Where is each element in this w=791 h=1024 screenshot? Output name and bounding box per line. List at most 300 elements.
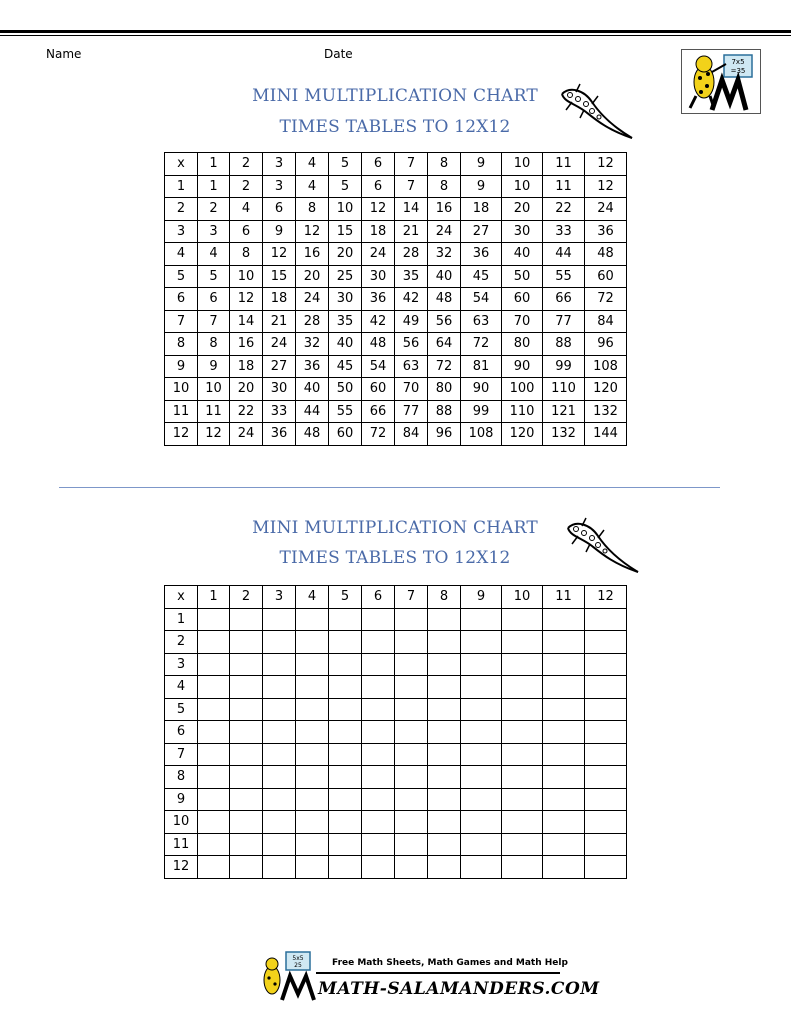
row-header: 6: [165, 721, 198, 744]
product-cell: 54: [461, 288, 502, 311]
blank-answer-cell[interactable]: [428, 788, 461, 811]
product-cell: 72: [585, 288, 627, 311]
blank-answer-cell[interactable]: [198, 721, 230, 744]
top-rule-thin: [0, 35, 791, 36]
product-cell: 9: [461, 175, 502, 198]
blank-answer-cell[interactable]: [502, 788, 543, 811]
chart1-title-line2: TIMES TABLES TO 12X12: [279, 117, 511, 137]
blank-answer-cell[interactable]: [543, 721, 585, 744]
product-cell: 32: [296, 333, 329, 356]
product-cell: 12: [198, 423, 230, 446]
column-header: 3: [263, 153, 296, 176]
column-header: 5: [329, 153, 362, 176]
product-cell: 40: [296, 378, 329, 401]
product-cell: 55: [543, 265, 585, 288]
blank-answer-cell[interactable]: [296, 653, 329, 676]
blank-answer-cell[interactable]: [329, 676, 362, 699]
blank-answer-cell[interactable]: [230, 631, 263, 654]
product-cell: 44: [543, 243, 585, 266]
blank-answer-cell[interactable]: [543, 766, 585, 789]
product-cell: 18: [230, 355, 263, 378]
table-row: [165, 811, 627, 834]
product-cell: 8: [230, 243, 263, 266]
blank-answer-cell[interactable]: [585, 743, 627, 766]
blank-answer-cell[interactable]: [198, 653, 230, 676]
blank-answer-cell[interactable]: [198, 608, 230, 631]
blank-answer-cell[interactable]: [230, 766, 263, 789]
product-cell: 108: [461, 423, 502, 446]
product-cell: 56: [395, 333, 428, 356]
row-header: 12: [165, 856, 198, 879]
product-cell: 96: [585, 333, 627, 356]
blank-answer-cell[interactable]: [263, 608, 296, 631]
blank-answer-cell[interactable]: [543, 743, 585, 766]
product-cell: 20: [502, 198, 543, 221]
product-cell: 4: [198, 243, 230, 266]
blank-answer-cell[interactable]: [428, 856, 461, 879]
table-row: [165, 743, 627, 766]
product-cell: 8: [428, 175, 461, 198]
table-row: [165, 288, 627, 311]
product-cell: 24: [585, 198, 627, 221]
blank-answer-cell[interactable]: [502, 608, 543, 631]
blank-answer-cell[interactable]: [230, 676, 263, 699]
blank-answer-cell[interactable]: [395, 676, 428, 699]
product-cell: 1: [198, 175, 230, 198]
blank-answer-cell[interactable]: [296, 608, 329, 631]
product-cell: 48: [362, 333, 395, 356]
blank-answer-cell[interactable]: [428, 833, 461, 856]
product-cell: 72: [461, 333, 502, 356]
blank-answer-cell[interactable]: [585, 856, 627, 879]
table-row: [165, 631, 627, 654]
blank-answer-cell[interactable]: [461, 608, 502, 631]
blank-answer-cell[interactable]: [362, 856, 395, 879]
blank-answer-cell[interactable]: [428, 676, 461, 699]
blank-answer-cell[interactable]: [395, 766, 428, 789]
product-cell: 16: [296, 243, 329, 266]
column-header: 1: [198, 153, 230, 176]
blank-answer-cell[interactable]: [461, 721, 502, 744]
footer-brand: MATH-SALAMANDERS.COM: [318, 979, 600, 999]
row-header: 11: [165, 400, 198, 423]
product-cell: 33: [543, 220, 585, 243]
product-cell: 110: [502, 400, 543, 423]
blank-answer-cell[interactable]: [428, 721, 461, 744]
blank-answer-cell[interactable]: [198, 833, 230, 856]
blank-answer-cell[interactable]: [428, 653, 461, 676]
blank-answer-cell[interactable]: [395, 631, 428, 654]
blank-answer-cell[interactable]: [296, 811, 329, 834]
table-row: [165, 423, 627, 446]
table-row: [165, 243, 627, 266]
product-cell: 2: [198, 198, 230, 221]
name-label: Name: [46, 47, 82, 61]
row-header: 8: [165, 766, 198, 789]
product-cell: 15: [329, 220, 362, 243]
blank-answer-cell[interactable]: [329, 833, 362, 856]
chart1-title-line1: MINI MULTIPLICATION CHART: [252, 86, 538, 106]
column-header: 2: [230, 153, 263, 176]
blank-answer-cell[interactable]: [502, 833, 543, 856]
blank-answer-cell[interactable]: [230, 743, 263, 766]
blank-answer-cell[interactable]: [585, 811, 627, 834]
table-row: [165, 788, 627, 811]
table-row: [165, 833, 627, 856]
product-cell: 24: [362, 243, 395, 266]
blank-answer-cell[interactable]: [296, 676, 329, 699]
blank-answer-cell[interactable]: [263, 676, 296, 699]
table-row: [165, 333, 627, 356]
blank-answer-cell[interactable]: [329, 811, 362, 834]
blank-answer-cell[interactable]: [362, 721, 395, 744]
blank-answer-cell[interactable]: [329, 788, 362, 811]
column-header: 7: [395, 586, 428, 609]
product-cell: 88: [543, 333, 585, 356]
blank-answer-cell[interactable]: [198, 698, 230, 721]
blank-answer-cell[interactable]: [502, 811, 543, 834]
blank-answer-cell[interactable]: [502, 721, 543, 744]
product-cell: 32: [428, 243, 461, 266]
product-cell: 6: [263, 198, 296, 221]
blank-answer-cell[interactable]: [395, 721, 428, 744]
blank-answer-cell[interactable]: [362, 743, 395, 766]
blank-answer-cell[interactable]: [395, 856, 428, 879]
blank-answer-cell[interactable]: [296, 766, 329, 789]
row-header: 10: [165, 811, 198, 834]
product-cell: 77: [543, 310, 585, 333]
product-cell: 5: [329, 175, 362, 198]
multiplication-table-filled: [164, 152, 627, 446]
blank-answer-cell[interactable]: [230, 856, 263, 879]
blank-answer-cell[interactable]: [543, 676, 585, 699]
blank-answer-cell[interactable]: [543, 856, 585, 879]
blank-answer-cell[interactable]: [296, 721, 329, 744]
blank-answer-cell[interactable]: [230, 698, 263, 721]
multiplication-table-blank: [164, 585, 627, 879]
blank-answer-cell[interactable]: [395, 653, 428, 676]
product-cell: 60: [502, 288, 543, 311]
product-cell: 10: [230, 265, 263, 288]
blank-answer-cell[interactable]: [296, 743, 329, 766]
product-cell: 121: [543, 400, 585, 423]
product-cell: 16: [230, 333, 263, 356]
blank-answer-cell[interactable]: [230, 653, 263, 676]
product-cell: 24: [263, 333, 296, 356]
blank-answer-cell[interactable]: [230, 721, 263, 744]
blank-answer-cell[interactable]: [543, 833, 585, 856]
blank-answer-cell[interactable]: [329, 743, 362, 766]
product-cell: 54: [362, 355, 395, 378]
product-cell: 50: [502, 265, 543, 288]
blank-answer-cell[interactable]: [502, 676, 543, 699]
row-header: 7: [165, 310, 198, 333]
blank-answer-cell[interactable]: [502, 766, 543, 789]
product-cell: 10: [329, 198, 362, 221]
blank-answer-cell[interactable]: [395, 788, 428, 811]
blank-answer-cell[interactable]: [296, 788, 329, 811]
blank-answer-cell[interactable]: [585, 788, 627, 811]
blank-answer-cell[interactable]: [230, 833, 263, 856]
product-cell: 14: [395, 198, 428, 221]
product-cell: 48: [296, 423, 329, 446]
blank-answer-cell[interactable]: [461, 698, 502, 721]
product-cell: 72: [428, 355, 461, 378]
blank-answer-cell[interactable]: [428, 608, 461, 631]
row-header: 9: [165, 355, 198, 378]
product-cell: 70: [502, 310, 543, 333]
blank-answer-cell[interactable]: [395, 743, 428, 766]
row-header: 4: [165, 243, 198, 266]
blank-answer-cell[interactable]: [198, 811, 230, 834]
product-cell: 35: [395, 265, 428, 288]
table-row: [165, 766, 627, 789]
blank-answer-cell[interactable]: [198, 766, 230, 789]
product-cell: 99: [461, 400, 502, 423]
blank-answer-cell[interactable]: [263, 788, 296, 811]
blank-answer-cell[interactable]: [543, 631, 585, 654]
product-cell: 16: [428, 198, 461, 221]
blank-answer-cell[interactable]: [502, 653, 543, 676]
blank-answer-cell[interactable]: [329, 766, 362, 789]
product-cell: 18: [362, 220, 395, 243]
blank-answer-cell[interactable]: [198, 676, 230, 699]
product-cell: 42: [395, 288, 428, 311]
table-row: [165, 265, 627, 288]
blank-answer-cell[interactable]: [585, 766, 627, 789]
product-cell: 80: [428, 378, 461, 401]
product-cell: 30: [502, 220, 543, 243]
blank-answer-cell[interactable]: [362, 811, 395, 834]
product-cell: 144: [585, 423, 627, 446]
blank-answer-cell[interactable]: [395, 811, 428, 834]
blank-answer-cell[interactable]: [395, 833, 428, 856]
column-header: 9: [461, 153, 502, 176]
blank-answer-cell[interactable]: [329, 631, 362, 654]
table-row: [165, 676, 627, 699]
product-cell: 14: [230, 310, 263, 333]
column-header: 12: [585, 586, 627, 609]
product-cell: 3: [263, 175, 296, 198]
blank-answer-cell[interactable]: [263, 811, 296, 834]
salamander-icon: [560, 516, 644, 576]
blank-answer-cell[interactable]: [329, 721, 362, 744]
product-cell: 10: [502, 175, 543, 198]
product-cell: 21: [395, 220, 428, 243]
product-cell: 12: [362, 198, 395, 221]
blank-answer-cell[interactable]: [502, 856, 543, 879]
blank-answer-cell[interactable]: [543, 811, 585, 834]
blank-answer-cell[interactable]: [502, 698, 543, 721]
product-cell: 60: [585, 265, 627, 288]
blank-answer-cell[interactable]: [263, 721, 296, 744]
blank-answer-cell[interactable]: [461, 676, 502, 699]
blank-answer-cell[interactable]: [362, 653, 395, 676]
product-cell: 77: [395, 400, 428, 423]
product-cell: 20: [230, 378, 263, 401]
blank-answer-cell[interactable]: [395, 608, 428, 631]
blank-answer-cell[interactable]: [198, 743, 230, 766]
product-cell: 100: [502, 378, 543, 401]
salamander-icon: [556, 82, 636, 142]
product-cell: 63: [461, 310, 502, 333]
blank-answer-cell[interactable]: [263, 766, 296, 789]
product-cell: 60: [362, 378, 395, 401]
blank-answer-cell[interactable]: [362, 608, 395, 631]
blank-answer-cell[interactable]: [585, 698, 627, 721]
column-header: 4: [296, 153, 329, 176]
blank-answer-cell[interactable]: [461, 856, 502, 879]
blank-answer-cell[interactable]: [263, 653, 296, 676]
blank-answer-cell[interactable]: [362, 676, 395, 699]
blank-answer-cell[interactable]: [263, 833, 296, 856]
blank-answer-cell[interactable]: [585, 676, 627, 699]
blank-answer-cell[interactable]: [461, 631, 502, 654]
blank-answer-cell[interactable]: [362, 631, 395, 654]
product-cell: 90: [502, 355, 543, 378]
product-cell: 15: [263, 265, 296, 288]
blank-answer-cell[interactable]: [502, 631, 543, 654]
product-cell: 49: [395, 310, 428, 333]
product-cell: 8: [296, 198, 329, 221]
product-cell: 56: [428, 310, 461, 333]
product-cell: 30: [329, 288, 362, 311]
product-cell: 70: [395, 378, 428, 401]
product-cell: 3: [198, 220, 230, 243]
product-cell: 6: [362, 175, 395, 198]
blank-answer-cell[interactable]: [362, 833, 395, 856]
blank-answer-cell[interactable]: [585, 721, 627, 744]
footer-board-text-2: 25: [294, 962, 302, 969]
blank-answer-cell[interactable]: [461, 833, 502, 856]
blank-answer-cell[interactable]: [461, 788, 502, 811]
blank-answer-cell[interactable]: [395, 698, 428, 721]
blank-answer-cell[interactable]: [329, 608, 362, 631]
product-cell: 22: [230, 400, 263, 423]
product-cell: 45: [329, 355, 362, 378]
row-header: 5: [165, 265, 198, 288]
product-cell: 120: [585, 378, 627, 401]
blank-answer-cell[interactable]: [296, 833, 329, 856]
product-cell: 108: [585, 355, 627, 378]
blank-answer-cell[interactable]: [461, 743, 502, 766]
blank-answer-cell[interactable]: [329, 698, 362, 721]
column-header: 7: [395, 153, 428, 176]
blank-answer-cell[interactable]: [428, 631, 461, 654]
blank-answer-cell[interactable]: [230, 811, 263, 834]
blank-answer-cell[interactable]: [543, 698, 585, 721]
product-cell: 60: [329, 423, 362, 446]
blank-answer-cell[interactable]: [198, 856, 230, 879]
product-cell: 25: [329, 265, 362, 288]
column-header: 6: [362, 586, 395, 609]
product-cell: 96: [428, 423, 461, 446]
blank-answer-cell[interactable]: [296, 698, 329, 721]
product-cell: 66: [543, 288, 585, 311]
blank-answer-cell[interactable]: [502, 743, 543, 766]
blank-answer-cell[interactable]: [461, 811, 502, 834]
corner-cell: x: [165, 586, 198, 609]
blank-answer-cell[interactable]: [263, 631, 296, 654]
product-cell: 36: [461, 243, 502, 266]
column-header: 11: [543, 153, 585, 176]
blank-answer-cell[interactable]: [362, 766, 395, 789]
blank-answer-cell[interactable]: [198, 631, 230, 654]
blank-answer-cell[interactable]: [362, 788, 395, 811]
blank-answer-cell[interactable]: [428, 766, 461, 789]
blank-answer-cell[interactable]: [428, 698, 461, 721]
product-cell: 4: [230, 198, 263, 221]
product-cell: 40: [502, 243, 543, 266]
product-cell: 27: [461, 220, 502, 243]
row-header: 3: [165, 220, 198, 243]
blank-answer-cell[interactable]: [198, 788, 230, 811]
product-cell: 80: [502, 333, 543, 356]
blank-answer-cell[interactable]: [428, 811, 461, 834]
product-cell: 7: [198, 310, 230, 333]
blank-answer-cell[interactable]: [296, 856, 329, 879]
blank-answer-cell[interactable]: [543, 608, 585, 631]
product-cell: 36: [362, 288, 395, 311]
header-row: [165, 586, 627, 609]
blank-answer-cell[interactable]: [329, 653, 362, 676]
product-cell: 12: [585, 175, 627, 198]
product-cell: 40: [428, 265, 461, 288]
product-cell: 24: [230, 423, 263, 446]
blank-answer-cell[interactable]: [461, 653, 502, 676]
blank-answer-cell[interactable]: [230, 788, 263, 811]
blank-answer-cell[interactable]: [585, 631, 627, 654]
table-row: [165, 378, 627, 401]
product-cell: 28: [296, 310, 329, 333]
blank-answer-cell[interactable]: [263, 698, 296, 721]
blank-answer-cell[interactable]: [543, 653, 585, 676]
product-cell: 11: [198, 400, 230, 423]
blank-answer-cell[interactable]: [329, 856, 362, 879]
footer-tagline: Free Math Sheets, Math Games and Math Help: [332, 958, 568, 968]
footer-board-text-1: 5x5: [292, 955, 304, 962]
blank-answer-cell[interactable]: [461, 766, 502, 789]
blank-answer-cell[interactable]: [263, 743, 296, 766]
product-cell: 9: [263, 220, 296, 243]
salamander-logo: [681, 49, 761, 114]
blank-answer-cell[interactable]: [543, 788, 585, 811]
product-cell: 44: [296, 400, 329, 423]
product-cell: 20: [296, 265, 329, 288]
product-cell: 8: [198, 333, 230, 356]
column-header: 8: [428, 153, 461, 176]
product-cell: 10: [198, 378, 230, 401]
blank-answer-cell[interactable]: [585, 608, 627, 631]
product-cell: 81: [461, 355, 502, 378]
product-cell: 28: [395, 243, 428, 266]
table-row: [165, 653, 627, 676]
blank-answer-cell[interactable]: [585, 833, 627, 856]
blank-answer-cell[interactable]: [362, 698, 395, 721]
row-header: 2: [165, 631, 198, 654]
product-cell: 72: [362, 423, 395, 446]
column-header: 6: [362, 153, 395, 176]
column-header: 9: [461, 586, 502, 609]
row-header: 4: [165, 676, 198, 699]
product-cell: 48: [585, 243, 627, 266]
product-cell: 42: [362, 310, 395, 333]
blank-answer-cell[interactable]: [428, 743, 461, 766]
blank-answer-cell[interactable]: [585, 653, 627, 676]
blank-answer-cell[interactable]: [263, 856, 296, 879]
blank-answer-cell[interactable]: [296, 631, 329, 654]
blank-answer-cell[interactable]: [230, 608, 263, 631]
